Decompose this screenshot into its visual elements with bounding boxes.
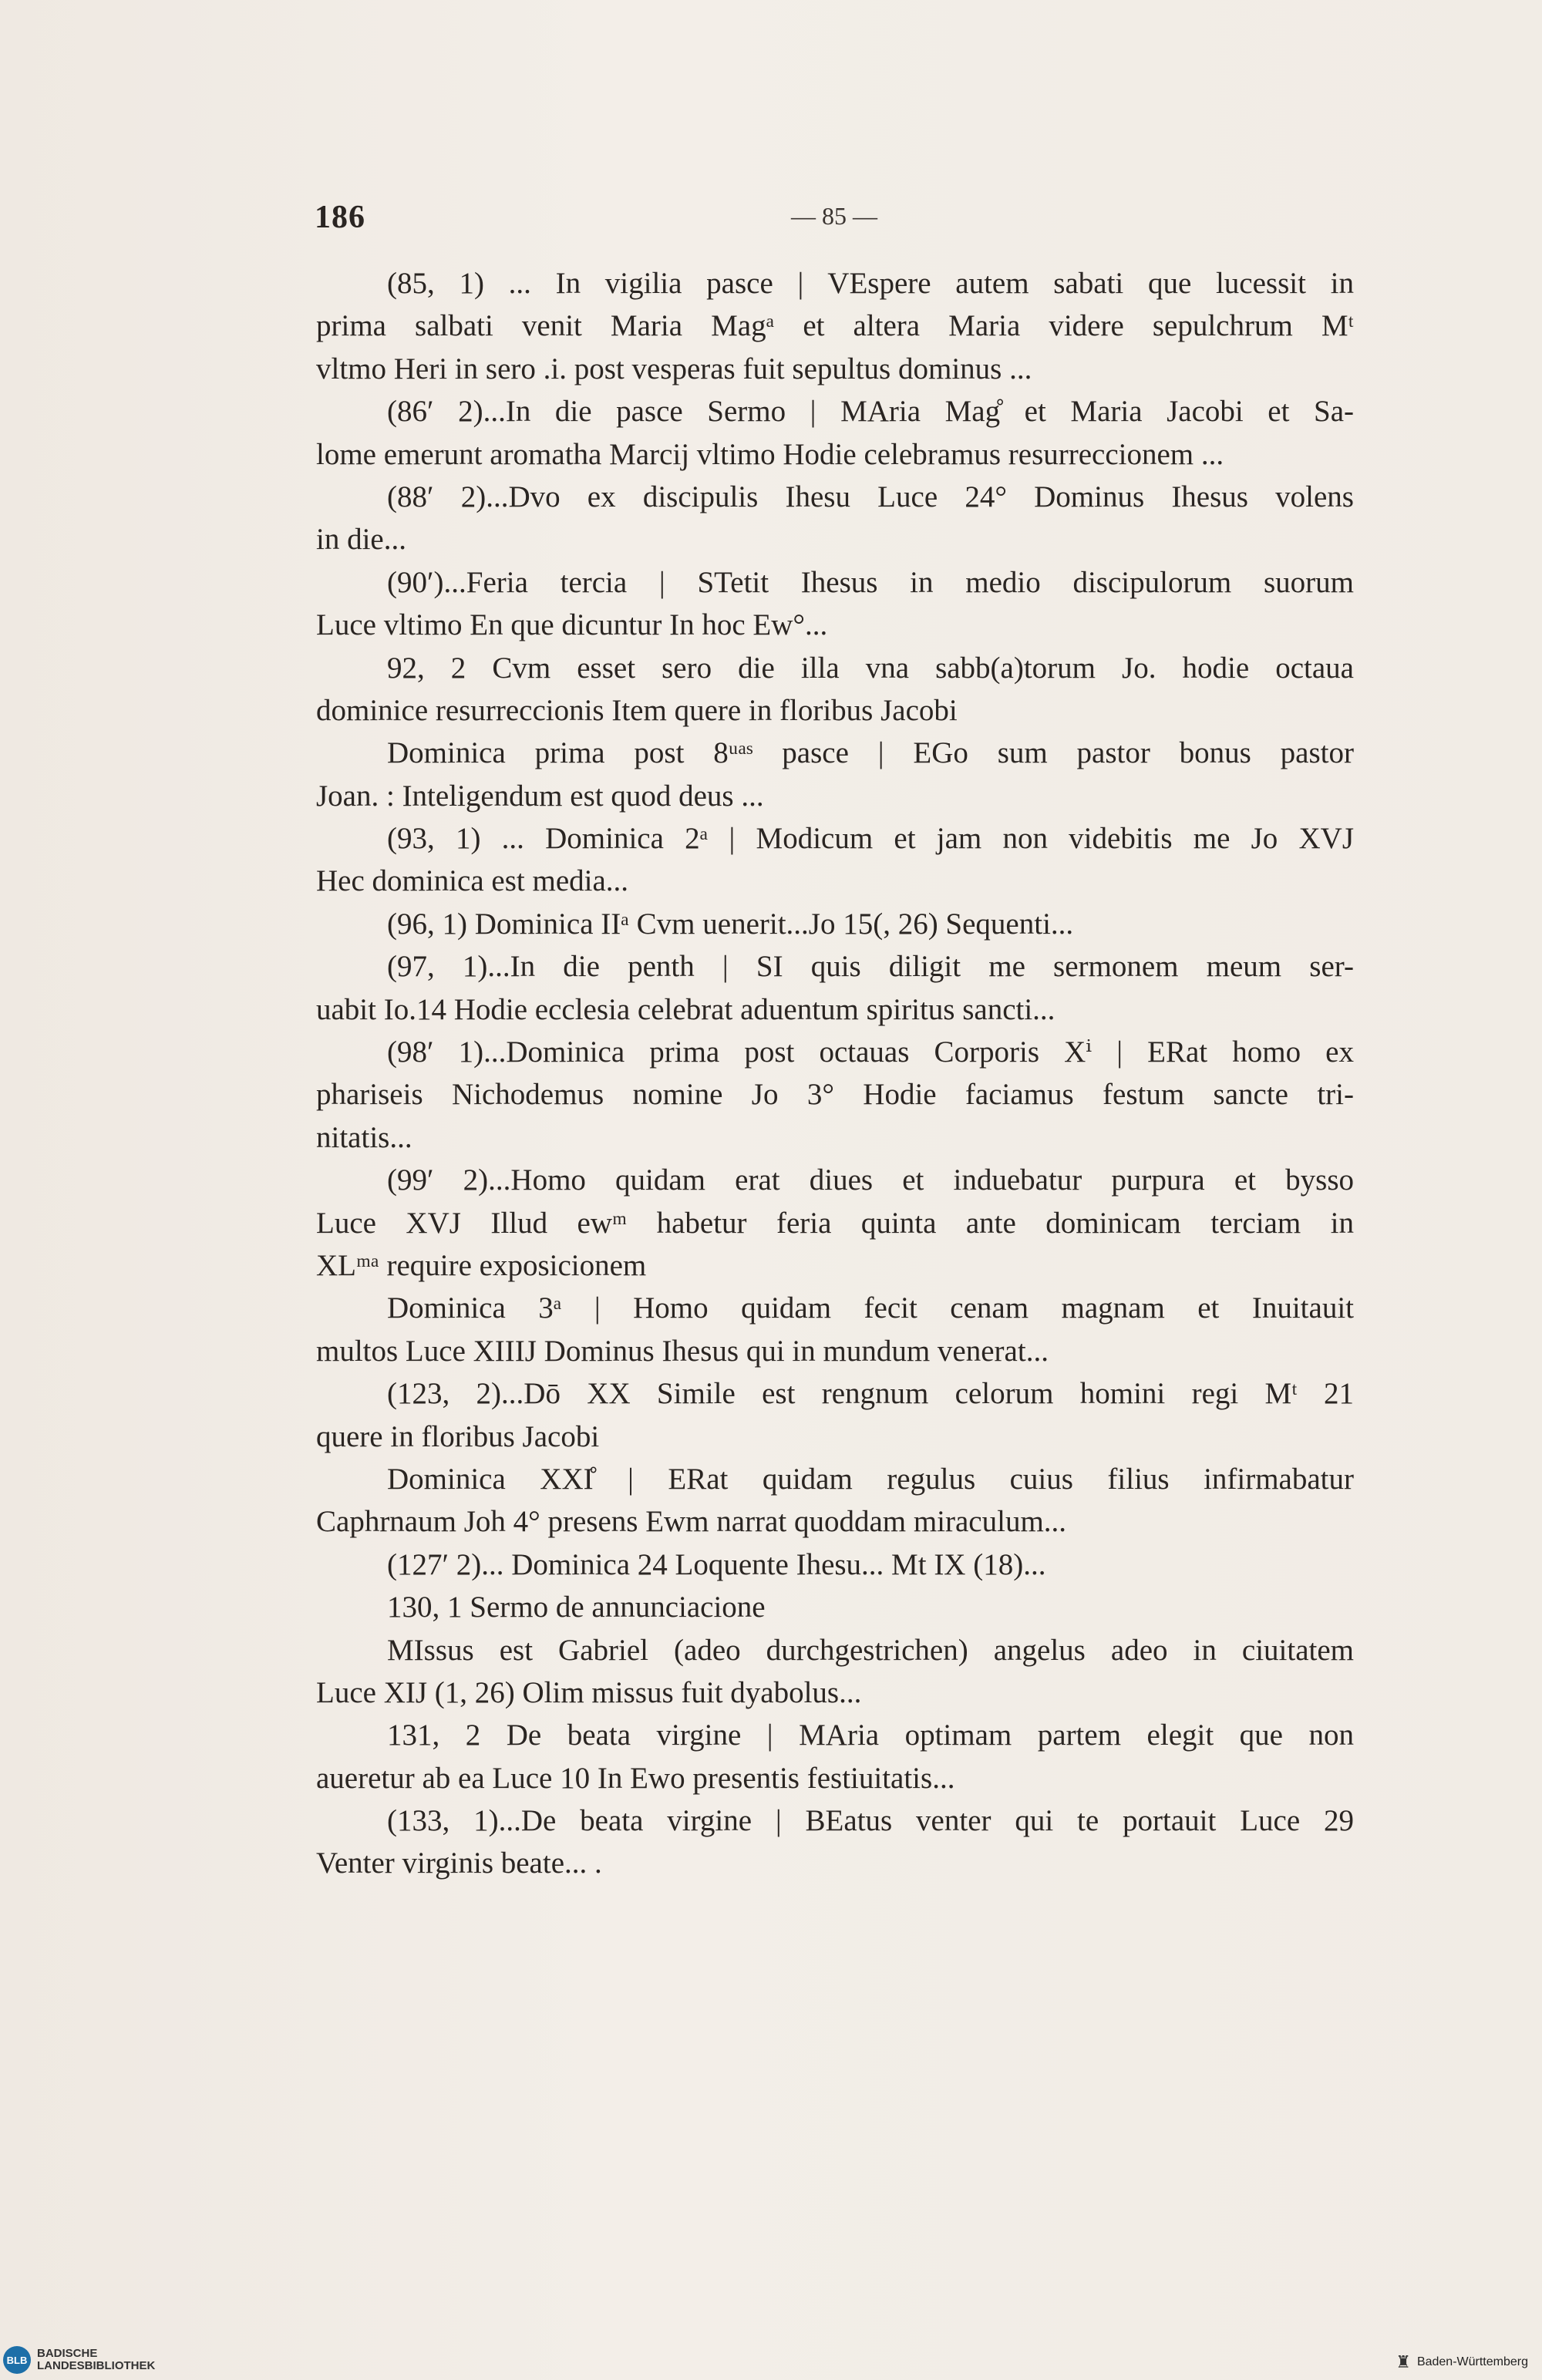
state-name: Baden-Württemberg <box>1416 2355 1528 2368</box>
text-line: 92, 2 Cvm esset sero die illa vna sabb(a)torum Jo. hodie octaua <box>387 651 1354 685</box>
text-line: nitatis... <box>316 1120 412 1154</box>
text-line: 131, 2 De beata virgine | MAria optimam partem elegit que non <box>387 1719 1354 1752</box>
page-number: 186 <box>315 200 365 235</box>
text-line: Luce XIJ (1, 26) Olim missus fuit dyabolus... <box>316 1675 862 1709</box>
text-line: multos Luce XIIIJ Dominus Ihesus qui in mundum venerat... <box>316 1334 1049 1368</box>
text-line: Caphrnaum Joh 4° presens Ewm narrat quoddam miraculum... <box>316 1505 1067 1539</box>
text-line: (123, 2)...Dō XX Simile est rengnum celorum homini regi Mᵗ 21 <box>387 1377 1354 1411</box>
text-line: Luce XVJ Illud ewᵐ habetur feria quinta ante dominicam terciam in <box>316 1206 1354 1240</box>
text-line: (88′ 2)...Dvo ex discipulis Ihesu Luce 24° Dominus Ihesus volens <box>387 480 1354 513</box>
text-line: uabit Io.14 Hodie ecclesia celebrat aduentum spiritus sancti... <box>316 992 1055 1026</box>
text-line: dominice resurreccionis Item quere in floribus Jacobi <box>316 693 958 727</box>
text-line: Dominica XXI̊ | ERat quidam regulus cuius filius infirmabatur <box>387 1462 1354 1496</box>
text-line: Venter virginis beate... . <box>316 1846 602 1880</box>
body-text <box>316 262 1354 1885</box>
blb-logo-icon: BLB <box>3 2346 31 2374</box>
text-line: (93, 1) ... Dominica 2ᵃ | Modicum et jam non videbitis me Jo XVJ <box>387 822 1354 856</box>
text-line: in die... <box>316 523 406 557</box>
text-line: prima salbati venit Maria Magᵃ et altera Maria videre sepulchrum Mᵗ <box>316 309 1354 343</box>
text-line: Luce vltimo En que dicuntur In hoc Ew°... <box>316 608 828 642</box>
text-line: Hec dominica est media... <box>316 864 629 898</box>
library-name-line2: LANDESBIBLIOTHEK <box>37 2359 156 2372</box>
text-line: (133, 1)...De beata virgine | BEatus venter qui te portauit Luce 29 <box>387 1804 1354 1838</box>
text-line: Dominica prima post 8ᵘᵃˢ pasce | EGo sum pastor bonus pastor <box>387 736 1354 770</box>
library-name <box>37 2348 155 2372</box>
text-line: phariseis Nichodemus nomine Jo 3° Hodie faciamus festum sancte tri- <box>316 1078 1354 1112</box>
text-line: MIssus est Gabriel (adeo durchgestrichen) angelus adeo in ciuitatem <box>387 1633 1354 1667</box>
text-line: aueretur ab ea Luce 10 In Ewo presentis festiuitatis... <box>316 1761 955 1795</box>
text-line: (90′)...Feria tercia | STetit Ihesus in medio discipulorum suorum <box>387 565 1354 599</box>
text-line: Joan. : Inteligendum est quod deus ... <box>316 779 764 813</box>
text-line: (97, 1)...In die penth | SI quis diligit me sermonem meum ser- <box>387 950 1354 984</box>
text-line: (85, 1) ... In vigilia pasce | VEspere autem sabati que lucessit in <box>387 267 1354 300</box>
text-line: (96, 1) Dominica IIᵃ Cvm uenerit...Jo 15(, 26) Sequenti... <box>387 907 1074 941</box>
text-line: (98′ 1)...Dominica prima post octauas Corporis Xⁱ | ERat homo ex <box>387 1035 1354 1069</box>
text-line: (99′ 2)...Homo quidam erat diues et induebatur purpura et bysso <box>387 1163 1354 1197</box>
text-line: (127′ 2)... Dominica 24 Loquente Ihesu... Mt IX (18)... <box>387 1547 1046 1581</box>
state-logo[interactable] <box>1396 2352 1528 2372</box>
text-line: (86′ 2)...In die pasce Sermo | MAria Mag̊ et Maria Jacobi et Sa- <box>387 395 1354 429</box>
text-line: Dominica 3ᵃ | Homo quidam fecit cenam magnam et Inuitauit <box>387 1291 1354 1325</box>
text-line: vltmo Heri in sero .i. post vesperas fuit sepultus dominus ... <box>316 352 1032 385</box>
text-line: 130, 1 Sermo de annunciacione <box>387 1591 766 1624</box>
text-line: lome emerunt aromatha Marcij vltimo Hodie celebramus resurreccionem ... <box>316 437 1224 471</box>
library-name-line1: BADISCHE <box>37 2347 98 2360</box>
page-header <box>315 199 1354 245</box>
library-logo[interactable] <box>3 2343 155 2377</box>
running-head: — 85 — <box>791 202 877 230</box>
text-line: XLᵐᵃ require exposicionem <box>316 1248 647 1282</box>
text-line: quere in floribus Jacobi <box>316 1419 600 1453</box>
lions-crest-icon: ♜ <box>1396 2352 1411 2372</box>
